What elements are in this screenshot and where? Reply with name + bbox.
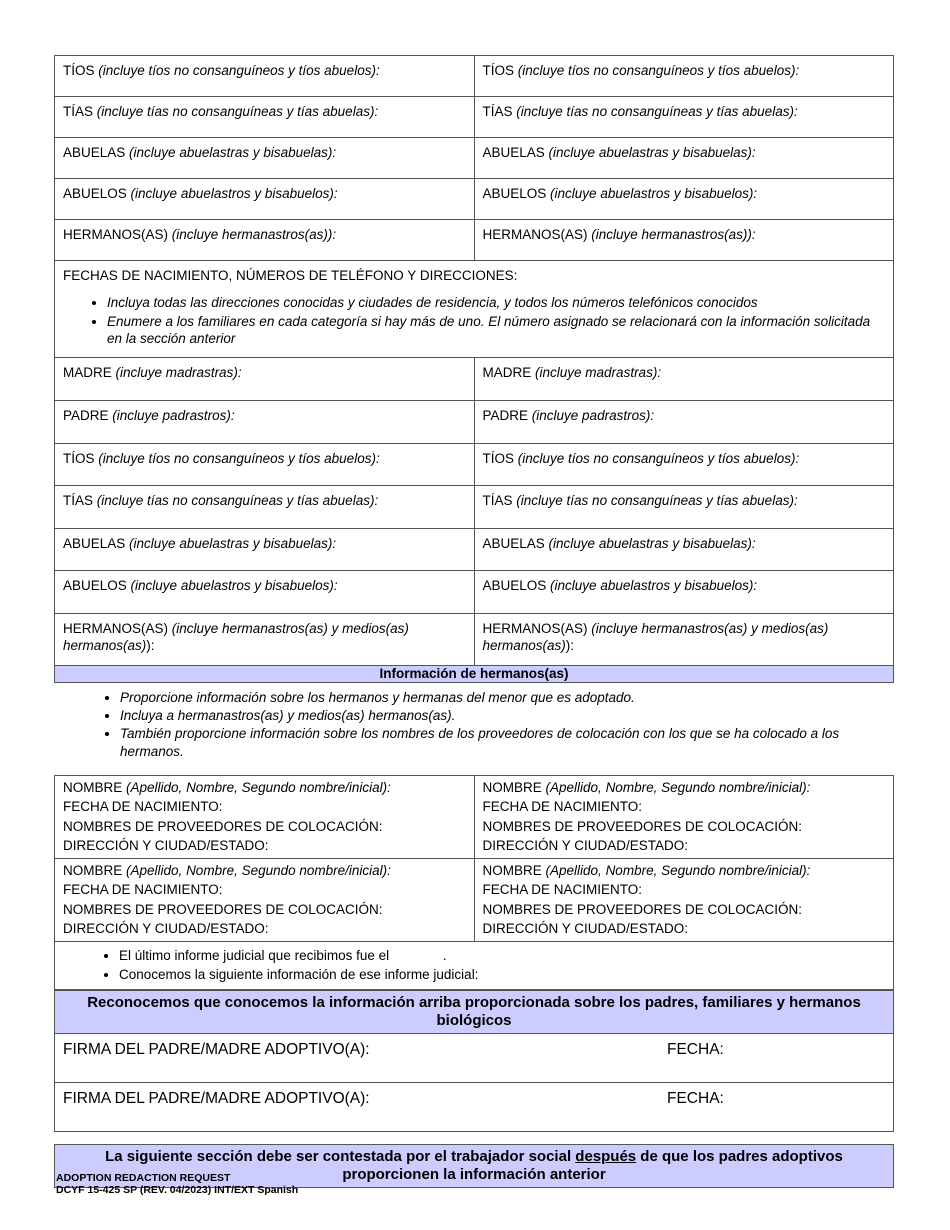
footer-form-number: DCYF 15-425 SP (REV. 04/2023) INT/EXT Spanish: [56, 1184, 299, 1196]
relative-contact-field-right[interactable]: [474, 443, 894, 486]
relative-label: ABUELAS: [482, 145, 545, 160]
siblings-bullet: • También proporcione información sobre los nombres de los proveedores de colocación con los que se ha colocado a los hermanos.: [120, 725, 894, 761]
relative-note: (incluye tías no consanguíneas y tías abuelas):: [96, 104, 379, 119]
sibling-name-note: (Apellido, Nombre, Segundo nombre/inicial):: [126, 862, 391, 878]
relative-note: (incluye hermanastros(as)):: [591, 227, 756, 242]
relative-field-right[interactable]: [474, 220, 894, 261]
relative-label: TÍOS: [482, 450, 515, 466]
relatives-bottom-row: [55, 401, 894, 444]
relative-label: HERMANOS(AS): [63, 227, 169, 242]
signature-date-label: FECHA:: [667, 1089, 724, 1107]
relative-contact-field-right[interactable]: [474, 358, 894, 401]
relative-label: MADRE: [63, 365, 112, 380]
footer-form-title: ADOPTION REDACTION REQUEST: [56, 1172, 231, 1184]
relative-note: (incluye abuelastros y bisabuelos):: [130, 186, 338, 201]
relative-note: (incluye tíos no consanguíneos y tíos abuelos):: [98, 450, 380, 466]
relative-label: ABUELOS: [63, 186, 127, 201]
dates-section: [54, 261, 894, 358]
relative-label: ABUELAS: [63, 535, 126, 551]
relative-label: TÍAS: [482, 493, 513, 508]
relatives-bottom-row: [55, 528, 894, 571]
relative-label: TÍAS: [63, 493, 94, 508]
dates-bullet: • Enumere a los familiares en cada categoría si hay más de uno. El número asignado se relacionará con la información solicitada en la sección anterior: [107, 313, 885, 347]
relative-contact-field-right[interactable]: [474, 401, 894, 444]
relative-note: (incluye tíos no consanguíneos y tíos abuelos):: [98, 63, 380, 78]
sibling-name-note: (Apellido, Nombre, Segundo nombre/inicial):: [545, 779, 811, 795]
sibling-name-field: [483, 778, 886, 798]
relatives-bottom-row: [55, 486, 894, 529]
siblings-bullets: [54, 689, 894, 761]
relative-note: (incluye madrastras):: [115, 365, 242, 380]
relative-note-tail: ):: [146, 637, 155, 653]
relative-label: ABUELAS: [482, 535, 545, 551]
form-footer: [56, 1172, 298, 1196]
judicial-line-1-text: El último informe judicial que recibimos fue el: [119, 947, 390, 963]
relative-field-left[interactable]: [55, 138, 475, 179]
relative-note: (incluye tíos no consanguíneos y tíos abuelos):: [517, 450, 800, 466]
sibling-name-label: NOMBRE: [63, 779, 123, 795]
signature-date-label: FECHA:: [667, 1040, 724, 1058]
relative-field-right[interactable]: [474, 56, 894, 97]
relative-contact-field-right[interactable]: [474, 613, 894, 665]
sibling-dob-field: FECHA DE NACIMIENTO:: [482, 799, 643, 814]
relative-label: HERMANOS(AS): [482, 227, 588, 242]
relative-contact-field-left[interactable]: [55, 358, 475, 401]
relatives-top-table: [54, 55, 894, 261]
sibling-name-field: [63, 861, 466, 881]
dates-heading: FECHAS DE NACIMIENTO, NÚMEROS DE TELÉFONO Y DIRECCIONES:: [63, 268, 518, 283]
signature-row-1[interactable]: [54, 1034, 894, 1083]
social-worker-text-before: La siguiente sección debe ser contestada por el trabajador social: [105, 1147, 576, 1165]
relative-contact-field-right[interactable]: [474, 571, 894, 614]
signature-label: FIRMA DEL PADRE/MADRE ADOPTIVO(A):: [63, 1089, 370, 1107]
relative-note: (incluye tías no consanguíneas y tías abuelas):: [96, 493, 379, 508]
relative-contact-field-left[interactable]: [55, 443, 475, 486]
relative-label: HERMANOS(AS): [63, 620, 169, 636]
relative-field-left[interactable]: [55, 220, 475, 261]
relative-label: HERMANOS(AS): [482, 620, 588, 636]
relative-note: (incluye hermanastros(as) y medios(as) hermanos(as): [482, 620, 829, 653]
social-worker-text-after: de que los padres adoptivos proporcionen la información anterior: [342, 1147, 843, 1183]
sibling-entry[interactable]: [55, 775, 475, 858]
relative-contact-field-left[interactable]: [55, 401, 475, 444]
sibling-dob-field: FECHA DE NACIMIENTO:: [482, 882, 643, 897]
social-worker-underlined: después: [575, 1147, 637, 1165]
relative-label: PADRE: [482, 408, 529, 423]
relative-note: (incluye abuelastros y bisabuelos):: [130, 578, 338, 593]
sibling-entry[interactable]: [474, 775, 894, 858]
relative-note: (incluye hermanastros(as)):: [171, 227, 337, 242]
dates-bullet: • Incluya todas las direcciones conocidas y ciudades de residencia, y todos los números telefónicos conocidos: [107, 294, 885, 311]
sibling-name-note: (Apellido, Nombre, Segundo nombre/inicial):: [126, 779, 391, 795]
sibling-name-note: (Apellido, Nombre, Segundo nombre/inicial):: [545, 862, 811, 878]
sibling-name-label: NOMBRE: [482, 862, 542, 878]
relative-note: (incluye abuelastras y bisabuelas):: [129, 145, 337, 160]
relative-label: MADRE: [482, 365, 532, 380]
relative-note: (incluye abuelastras y bisabuelas):: [548, 145, 756, 160]
judicial-line-1: [119, 946, 885, 966]
relative-note: (incluye tías no consanguíneas y tías abuelas):: [516, 104, 798, 119]
sibling-address-field: DIRECCIÓN Y CIUDAD/ESTADO:: [482, 921, 689, 936]
relative-note: (incluye padrastros):: [531, 408, 655, 423]
judicial-section: [54, 942, 894, 990]
sibling-name-label: NOMBRE: [482, 779, 542, 795]
relatives-bottom-table: [54, 358, 894, 666]
judicial-line-1-end: .: [442, 947, 447, 963]
relative-field-left[interactable]: [55, 56, 475, 97]
sibling-providers-field: NOMBRES DE PROVEEDORES DE COLOCACIÓN:: [482, 901, 803, 917]
sibling-name-field: [483, 861, 886, 881]
acknowledgement-band: Reconocemos que conocemos la información arriba proporcionada sobre los padres, familiares y hermanos biológicos: [54, 990, 894, 1034]
relatives-bottom-row: [55, 571, 894, 614]
sibling-row: [55, 775, 894, 858]
relative-field-right[interactable]: [474, 138, 894, 179]
sibling-dob-field: FECHA DE NACIMIENTO:: [63, 799, 223, 814]
siblings-bullet: • Proporcione información sobre los hermanos y hermanas del menor que es adoptado.: [120, 689, 894, 707]
sibling-address-field: DIRECCIÓN Y CIUDAD/ESTADO:: [63, 838, 269, 853]
signature-row-2[interactable]: [54, 1083, 894, 1132]
relative-note: (incluye abuelastras y bisabuelas):: [129, 535, 337, 551]
relative-note-tail: ):: [565, 637, 575, 653]
relatives-bottom-row: [55, 613, 894, 665]
relative-contact-field-right[interactable]: [474, 528, 894, 571]
dates-bullets: [63, 294, 885, 347]
sibling-entry[interactable]: [474, 858, 894, 941]
sibling-address-field: DIRECCIÓN Y CIUDAD/ESTADO:: [63, 921, 269, 936]
relative-contact-field-right[interactable]: [474, 486, 894, 529]
relatives-top-row: [55, 56, 894, 97]
relatives-top-row: [55, 138, 894, 179]
relative-label: TÍAS: [63, 104, 94, 119]
relative-note: (incluye tías no consanguíneas y tías abuelas):: [516, 493, 798, 508]
relative-label: ABUELAS: [63, 145, 126, 160]
sibling-row: [55, 858, 894, 941]
sibling-name-field: [63, 778, 466, 798]
relative-label: TÍOS: [482, 63, 515, 78]
relative-field-right[interactable]: [474, 97, 894, 138]
relative-note: (incluye madrastras):: [535, 365, 662, 380]
relatives-bottom-row: [55, 443, 894, 486]
relative-label: TÍAS: [482, 104, 513, 119]
relative-label: TÍOS: [63, 63, 95, 78]
judicial-line-2: • Conocemos la siguiente información de ese informe judicial:: [119, 965, 885, 985]
relative-note: (incluye abuelastros y bisabuelos):: [550, 186, 758, 201]
relative-note: (incluye hermanastros(as) y medios(as) hermanos(as): [63, 620, 409, 653]
relative-contact-field-left[interactable]: [55, 486, 475, 529]
sibling-providers-field: NOMBRES DE PROVEEDORES DE COLOCACIÓN:: [63, 901, 383, 917]
siblings-table: [54, 775, 894, 942]
sibling-providers-field: NOMBRES DE PROVEEDORES DE COLOCACIÓN:: [482, 818, 803, 834]
relative-label: ABUELOS: [482, 186, 547, 201]
sibling-providers-field: NOMBRES DE PROVEEDORES DE COLOCACIÓN:: [63, 818, 383, 834]
relative-field-left[interactable]: [55, 97, 475, 138]
relative-note: (incluye abuelastras y bisabuelas):: [548, 535, 756, 551]
relative-note: (incluye padrastros):: [112, 408, 235, 423]
relative-contact-field-left[interactable]: [55, 571, 475, 614]
sibling-name-label: NOMBRE: [63, 862, 123, 878]
relative-note: (incluye tíos no consanguíneos y tíos abuelos):: [517, 63, 800, 78]
signature-label: FIRMA DEL PADRE/MADRE ADOPTIVO(A):: [63, 1040, 370, 1058]
relative-field-right[interactable]: [474, 179, 894, 220]
siblings-band: Información de hermanos(as): [54, 666, 894, 683]
relative-label: ABUELOS: [63, 578, 127, 593]
siblings-bullet: • Incluya a hermanastros(as) y medios(as) hermanos(as).: [120, 707, 894, 725]
sibling-dob-field: FECHA DE NACIMIENTO:: [63, 882, 223, 897]
form-page: [54, 55, 894, 1188]
relative-label: ABUELOS: [482, 578, 547, 593]
sibling-address-field: DIRECCIÓN Y CIUDAD/ESTADO:: [482, 838, 689, 853]
relative-label: TÍOS: [63, 450, 95, 466]
relatives-bottom-row: [55, 358, 894, 401]
relative-contact-field-left[interactable]: [55, 528, 475, 571]
relatives-top-row: [55, 220, 894, 261]
relative-note: (incluye abuelastros y bisabuelos):: [550, 578, 758, 593]
relative-contact-field-left[interactable]: [55, 613, 475, 665]
sibling-entry[interactable]: [55, 858, 475, 941]
relatives-top-row: [55, 97, 894, 138]
relatives-top-row: [55, 179, 894, 220]
relative-field-left[interactable]: [55, 179, 475, 220]
relative-label: PADRE: [63, 408, 109, 423]
